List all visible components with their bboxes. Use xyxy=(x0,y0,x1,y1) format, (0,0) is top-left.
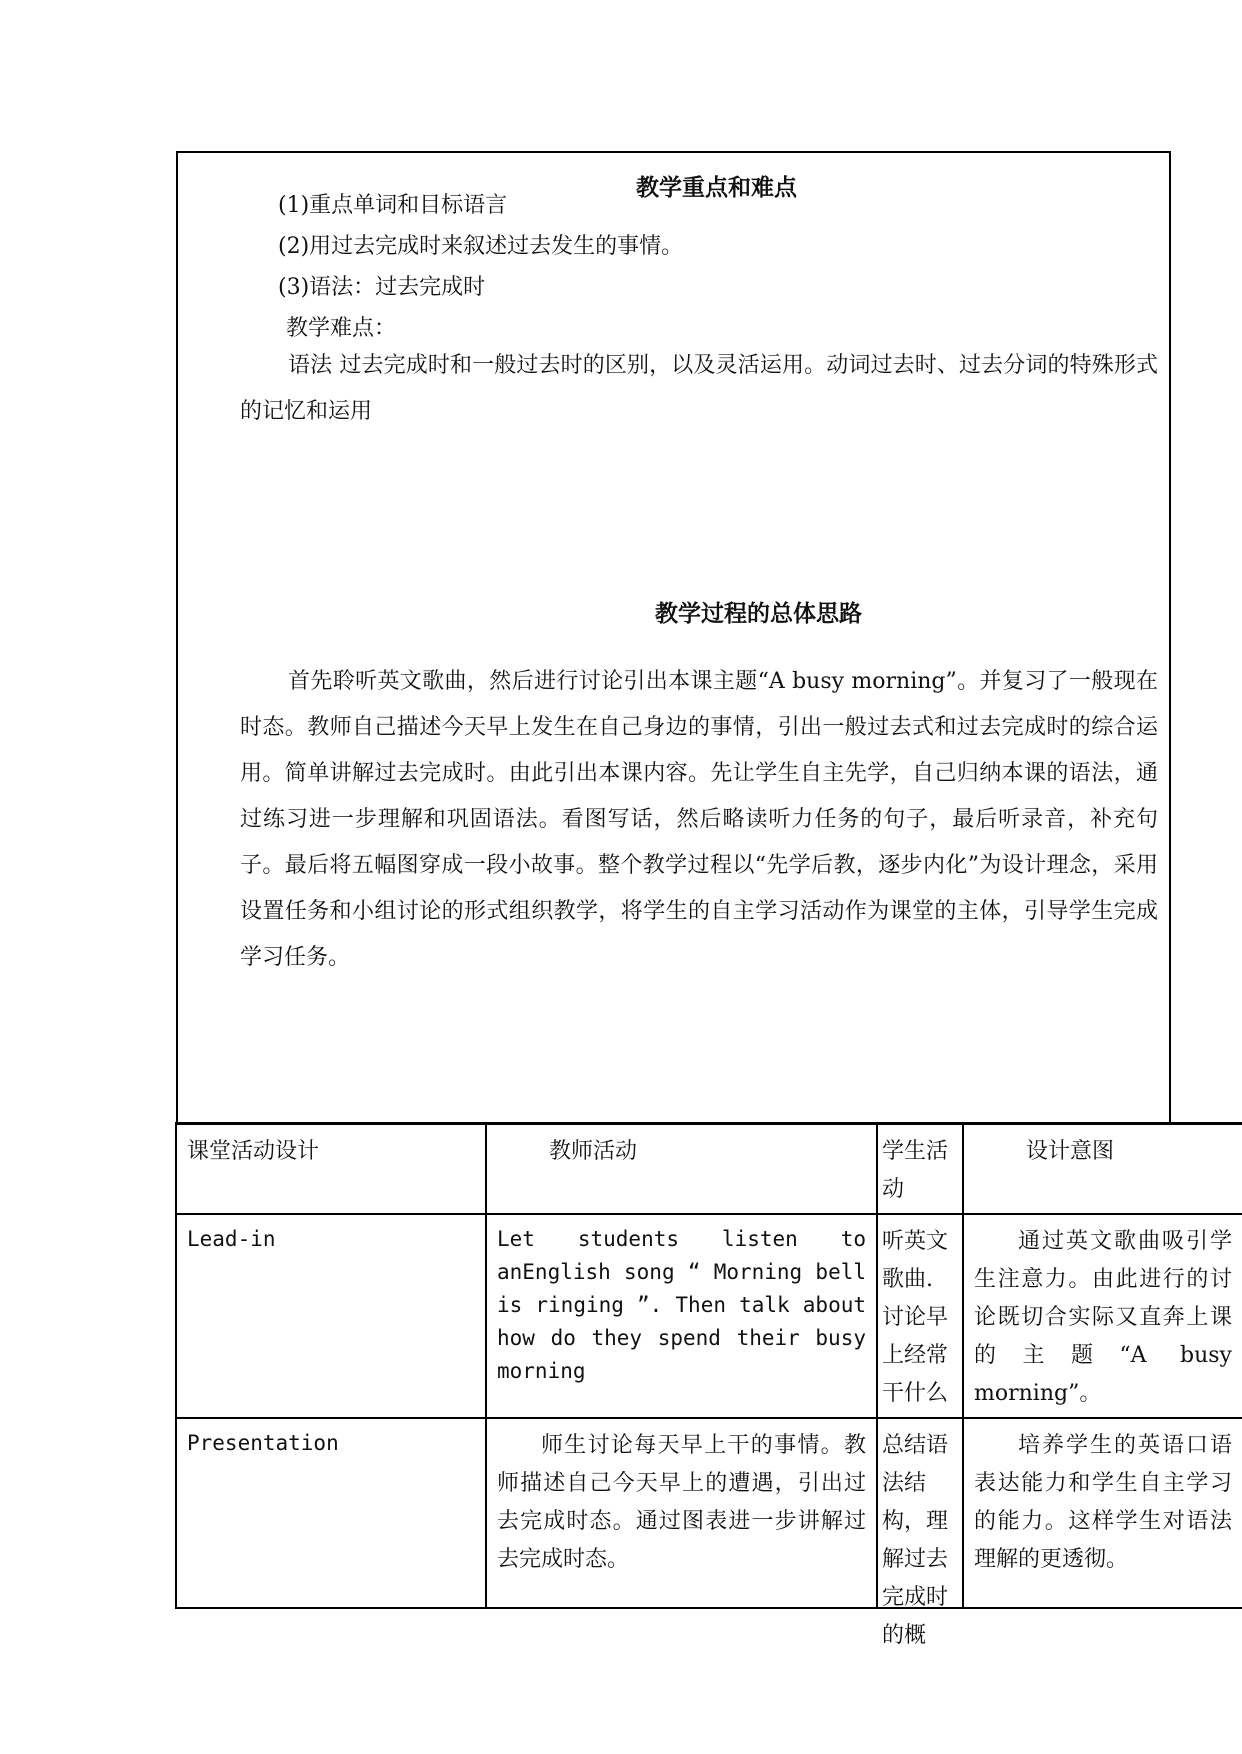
header-student-cell xyxy=(877,1124,963,1215)
header-intent: 设计意图 xyxy=(1026,1139,1115,1164)
intent-cell xyxy=(963,1418,1242,1608)
activity-cell xyxy=(176,1418,486,1608)
header-student: 学生活动 xyxy=(882,1139,949,1202)
overall-approach-paragraph: 首先聆听英文歌曲，然后进行讨论引出本课主题“A busy morning”。并复习了一般现在时态。教师自己描述今天早上发生在自己身边的事情，引出一般过去式和过去完成时的综合运用。简单讲解过去完成时。由此引出本课内容。先让学生自主先学，自己归纳本课的语法，通过练习进一步理解和巩固语法。看图写话，然后略读听力任务的句子，最后听录音，补充句子。最后将五幅图穿成一段小故事。整个教学过程以“先学后教，逐步内化”为设计理念，采用设置任务和小组讨论的形式组织教学，将学生的自主学习活动作为课堂的主体，引导学生完成学习任务。 xyxy=(240,669,1158,970)
header-activity-cell xyxy=(176,1124,486,1215)
header-teacher-cell xyxy=(486,1124,877,1215)
difficulty-text: 语法 过去完成时和一般过去时的区别，以及灵活运用。动词过去时、过去分词的特殊形式的记忆和运用 xyxy=(240,353,1158,424)
table-row xyxy=(176,1214,1242,1418)
key-point-3: (3)语法：过去完成时 xyxy=(278,275,486,300)
header-activity: 课堂活动设计 xyxy=(187,1139,320,1164)
teaching-plan-box xyxy=(176,151,1171,1123)
design-intent: 培养学生的英语口语表达能力和学生自主学习的能力。这样学生对语法理解的更透彻。 xyxy=(974,1433,1232,1572)
intent-cell xyxy=(963,1214,1242,1418)
key-points-title: 教学重点和难点 xyxy=(636,175,797,201)
student-cell xyxy=(877,1214,963,1418)
student-activity: 总结语法结构，理解过去完成时的概 xyxy=(882,1433,949,1648)
student-cell xyxy=(877,1418,963,1648)
activity-cell xyxy=(176,1214,486,1418)
header-intent-cell xyxy=(963,1124,1242,1215)
teacher-activity: 师生讨论每天早上干的事情。教师描述自己今天早上的遭遇，引出过去完成时态。通过图表进一步讲解过去完成时态。 xyxy=(497,1433,866,1572)
key-point-2: (2)用过去完成时来叙述过去发生的事情。 xyxy=(278,234,684,259)
design-intent: 通过英文歌曲吸引学生注意力。由此进行的讨论既切合实际又直奔上课的主题“A busy morning”。 xyxy=(974,1229,1232,1406)
student-activity: 听英文歌曲. 讨论早上经常干什么 xyxy=(882,1229,949,1406)
difficulty-label: 教学难点： xyxy=(286,316,397,341)
table-row xyxy=(176,1418,1242,1608)
activity-name: Presentation xyxy=(187,1431,339,1455)
activity-name: Lead-in xyxy=(187,1227,276,1251)
table-header-row xyxy=(176,1124,1242,1215)
key-point-1: (1)重点单词和目标语言 xyxy=(278,193,508,218)
activity-table xyxy=(175,1122,1242,1648)
overall-approach-title: 教学过程的总体思路 xyxy=(655,601,862,627)
teacher-cell xyxy=(486,1418,877,1608)
teacher-cell xyxy=(486,1214,877,1418)
header-teacher: 教师活动 xyxy=(549,1139,638,1164)
teacher-activity: Let students listen to anEnglish song “ Morning bell is ringing ”. Then talk about how do they spend their busy morning xyxy=(497,1227,866,1383)
